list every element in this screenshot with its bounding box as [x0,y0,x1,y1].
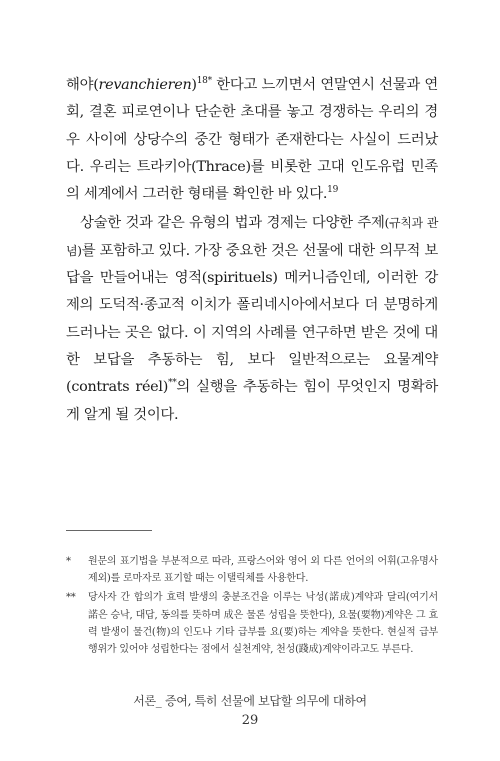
main-text [66,72,438,429]
text-run: 를 포함하고 있다. 가장 중요한 것은 선물에 대한 의무적 보답을 만들어내는 영적(spirituels) 메커니즘인데, 이러한 강제의 도덕적·종교적 이치가 폴리네시아에서보다 더 분명하게 드러나는 곳은 없다. 이 지역의 사례를 연구하면 받은 것에 대한 보답을 추동하는 힘, 보다 일반적으로는 요물계약(contrats réel) [66,242,438,396]
footnotes [66,553,438,660]
footnote-divider [66,530,152,531]
text-run: 해야( [66,77,99,93]
text-run: ) [191,77,197,93]
running-title: 서론_ 증여, 특히 선물에 보답할 의무에 대하여 [133,694,367,708]
text-run: 상술한 것과 같은 유형의 법과 경제는 다양한 주제 [80,215,385,232]
footnote-marker: * [66,556,71,567]
text-run: 의 실행을 추동하는 힘이 무엇인지 명확하게 알게 될 것이다. [66,379,438,423]
footnote-ref: 18* [196,76,212,86]
small-text: (규칙과 관념) [66,216,438,258]
paragraph-1 [66,72,438,208]
italic-term: revanchieren [98,77,192,93]
footnote-marker: ** [66,592,76,604]
footnote-2 [66,589,438,658]
page-number: 29 [241,713,259,728]
paragraph-2 [66,210,438,428]
footnote-text: 당사자 간 합의가 효력 발생의 충분조건을 이루는 낙성(諾成)계약과 달리(여기서 諾은 승낙, 대답, 동의를 뜻하며 成은 물론 성립을 뜻한다), 요물(要物)계약은 그 효력 발생이 물건(物)의 인도나 기타 급부를 요(要)하는 계약을 뜻한다. 현실적 급부 행위가 있어야 성립한다는 점에서 실천계약, 천성(踐成)계약이라고도 부른다. [88,592,438,656]
footnote-1 [66,553,438,587]
footnote-ref: ** [168,378,177,389]
text-run: 한다고 느끼면서 연말연시 선물과 연회, 결혼 피로연이나 단순한 초대를 놓고 경쟁하는 우리의 경우 사이에 상당수의 중간 형태가 존재한다는 사실이 드러났다. 우리는 트라키아(Thrace)를 비롯한 고대 인도유럽 민족의 세계에서 그러한 형태를 확인한 바 있다. [66,77,438,203]
footnote-text: 원문의 표기법을 부분적으로 따라, 프랑스어와 영어 외 다른 언어의 어휘(고유명사 제외)를 로마자로 표기할 때는 이탤릭체를 사용한다. [88,556,438,585]
footnote-ref: 19 [327,185,339,196]
